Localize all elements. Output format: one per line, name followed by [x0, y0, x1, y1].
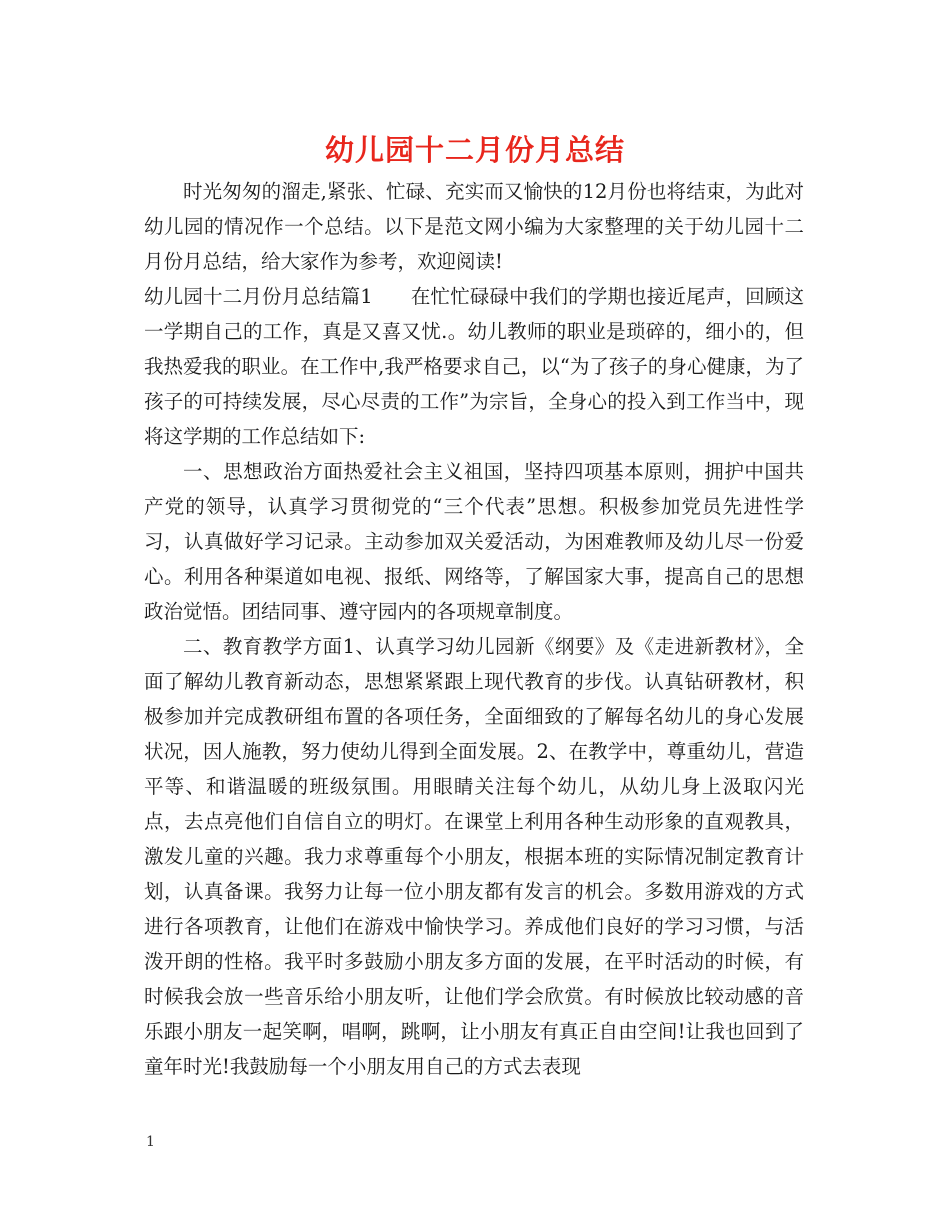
section-heading: 幼儿园十二月份月总结篇1	[144, 285, 373, 308]
page-number: 1	[146, 1134, 155, 1150]
paragraph-political: 一、思想政治方面热爱社会主义祖国，坚持四项基本原则，拥护中国共产党的领导，认真学习贯彻党的“三个代表”思想。积极参加党员先进性学习，认真做好学习记录。主动参加双关爱活动，为困难教师及幼儿尽一份爱心。利用各种渠道如电视、报纸、网络等，了解国家大事，提高自己的思想政治觉悟。团结同事、遵守园内的各项规章制度。	[144, 460, 804, 623]
intro-paragraph: 时光匆匆的溜走,紧张、忙碌、充实而又愉快的12月份也将结束，为此对幼儿园的情况作一个总结。以下是范文网小编为大家整理的关于幼儿园十二月份月总结，给大家作为参考，欢迎阅读!	[144, 180, 804, 273]
section-paragraph	[144, 279, 804, 454]
paragraph-teaching: 二、教育教学方面1、认真学习幼儿园新《纲要》及《走进新教材》，全面了解幼儿教育新动态，思想紧紧跟上现代教育的步伐。认真钻研教材，积极参加并完成教研组布置的各项任务，全面细致的了解每名幼儿的身心发展状况，因人施教，努力使幼儿得到全面发展。2、在教学中，尊重幼儿，营造平等、和谐温暖的班级氛围。用眼睛关注每个幼儿，从幼儿身上汲取闪光点，去点亮他们自信自立的明灯。在课堂上利用各种生动形象的直观教具，激发儿童的兴趣。我力求尊重每个小朋友，根据本班的实际情况制定教育计划，认真备课。我努力让每一位小朋友都有发言的机会。多数用游戏的方式进行各项教育，让他们在游戏中愉快学习。养成他们良好的学习习惯，与活泼开朗的性格。我平时多鼓励小朋友多方面的发展，在平时活动的时候，有时候我会放一些音乐给小朋友听，让他们学会欣赏。有时候放比较动感的音乐跟小朋友一起笑啊，唱啊，跳啊，让小朋友有真正自由空间!让我也回到了童年时光!我鼓励每一个小朋友用自己的方式去表现	[144, 635, 804, 1078]
document-title: 幼儿园十二月份月总结	[324, 133, 625, 167]
document-body	[144, 174, 804, 1084]
section-lead-text: 在忙忙碌碌中我们的学期也接近尾声，回顾这一学期自己的工作，真是又喜又忧.。幼儿教师的职业是琐碎的，细小的，但我热爱我的职业。在工作中,我严格要求自己，以“为了孩子的身心健康，为了孩子的可持续发展，尽心尽责的工作”为宗旨，全身心的投入到工作当中，现将这学期的工作总结如下:	[144, 285, 804, 448]
